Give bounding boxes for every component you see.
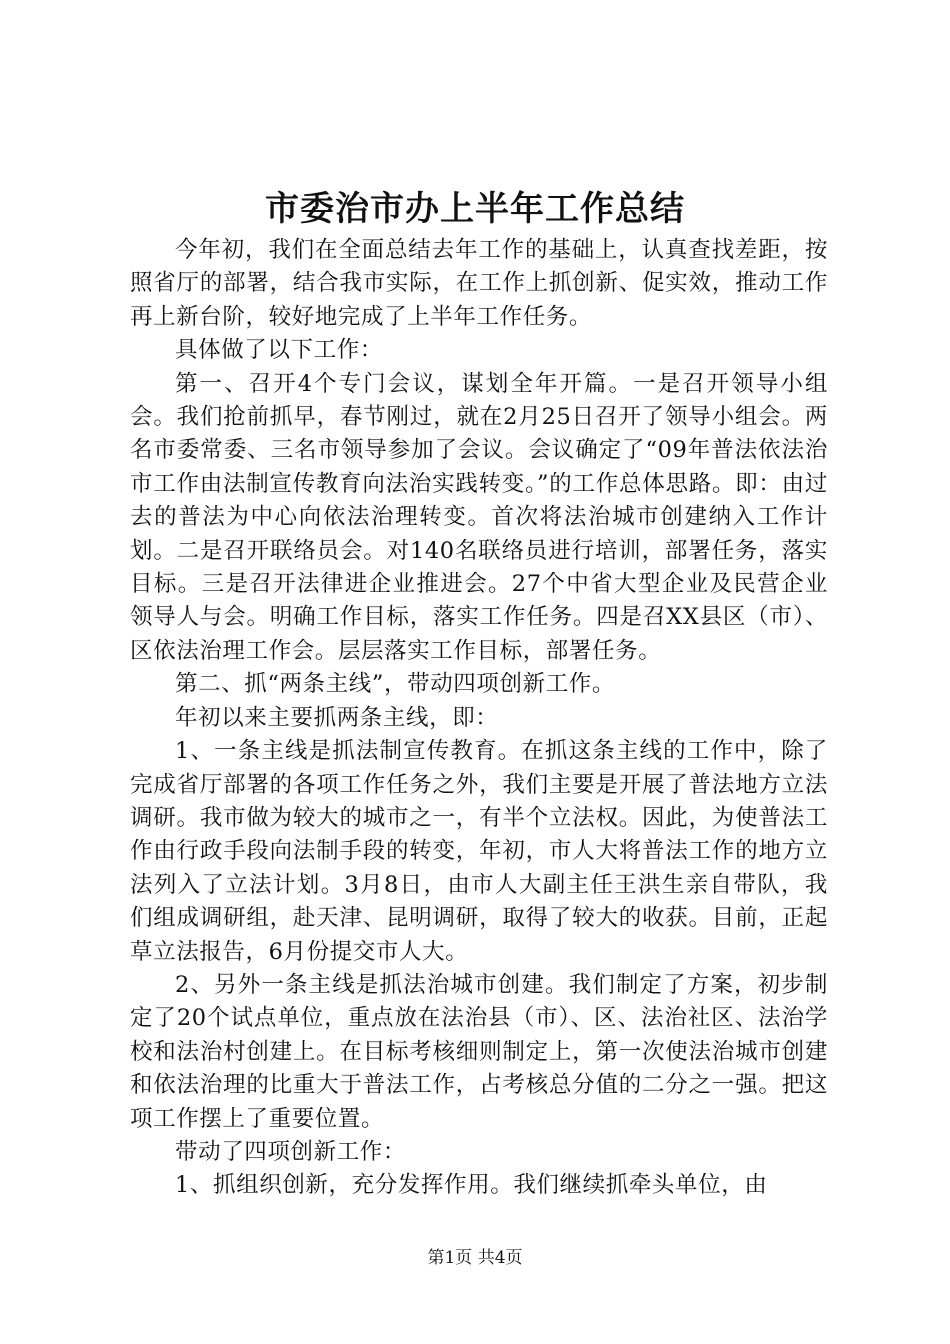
paragraph: 1、一条主线是抓法制宣传教育。在抓这条主线的工作中，除了完成省厅部署的各项工作任务之外，我们主要是开展了普法地方立法调研。我市做为较大的城市之一，有半个立法权。因此，为使普法工作由行政手段向法制手段的转变，年初，市人大将普法工作的地方立法列入了立法计划。3月8日，由市人大副主任王洪生亲自带队，我们组成调研组，赴天津、昆明调研，取得了较大的收获。目前，正起草立法报告，6月份提交市人大。 [130, 738, 828, 965]
paragraph: 1、抓组织创新，充分发挥作用。我们继续抓牵头单位，由 [175, 1172, 768, 1199]
document-title: 市委治市办上半年工作总结 [265, 189, 685, 229]
paragraph: 今年初，我们在全面总结去年工作的基础上，认真查找差距，按照省厅的部署，结合我市实际，在工作上抓创新、促实效，推动工作再上新台阶，较好地完成了上半年工作任务。 [130, 237, 828, 330]
paragraph: 年初以来主要抓两条主线，即： [175, 704, 499, 731]
paragraph: 第二、抓“两条主线”，带动四项创新工作。 [175, 671, 616, 698]
paragraph: 2、另外一条主线是抓法治城市创建。我们制定了方案，初步制定了20个试点单位，重点放在法治县（市）、区、法治社区、法治学校和法治村创建上。在目标考核细则制定上，第一次使法治城市创建和依法治理的比重大于普法工作，占考核总分值的二分之一强。把这项工作摆上了重要位置。 [130, 971, 828, 1132]
paragraph: 第一、召开4个专门会议，谋划全年开篇。一是召开领导小组会。我们抢前抓早，春节刚过，就在2月25日召开了领导小组会。两名市委常委、三名市领导参加了会议。会议确定了“09年普法依法治市工作由法制宣传教育向法治实践转变。”的工作总体思路。即：由过去的普法为中心向依法治理转变。首次将法治城市创建纳入工作计划。二是召开联络员会。对140名联络员进行培训，部署任务，落实目标。三是召开法律进企业推进会。27个中省大型企业及民营企业领导人与会。明确工作目标，落实工作任务。四是召XX县区（市）、区依法治理工作会。层层落实工作目标，部署任务。 [130, 370, 828, 664]
page-number-footer: 第1页 共4页 [427, 1248, 523, 1268]
document-body [130, 234, 828, 1203]
paragraph: 具体做了以下工作： [175, 337, 383, 364]
paragraph: 带动了四项创新工作： [175, 1138, 407, 1165]
